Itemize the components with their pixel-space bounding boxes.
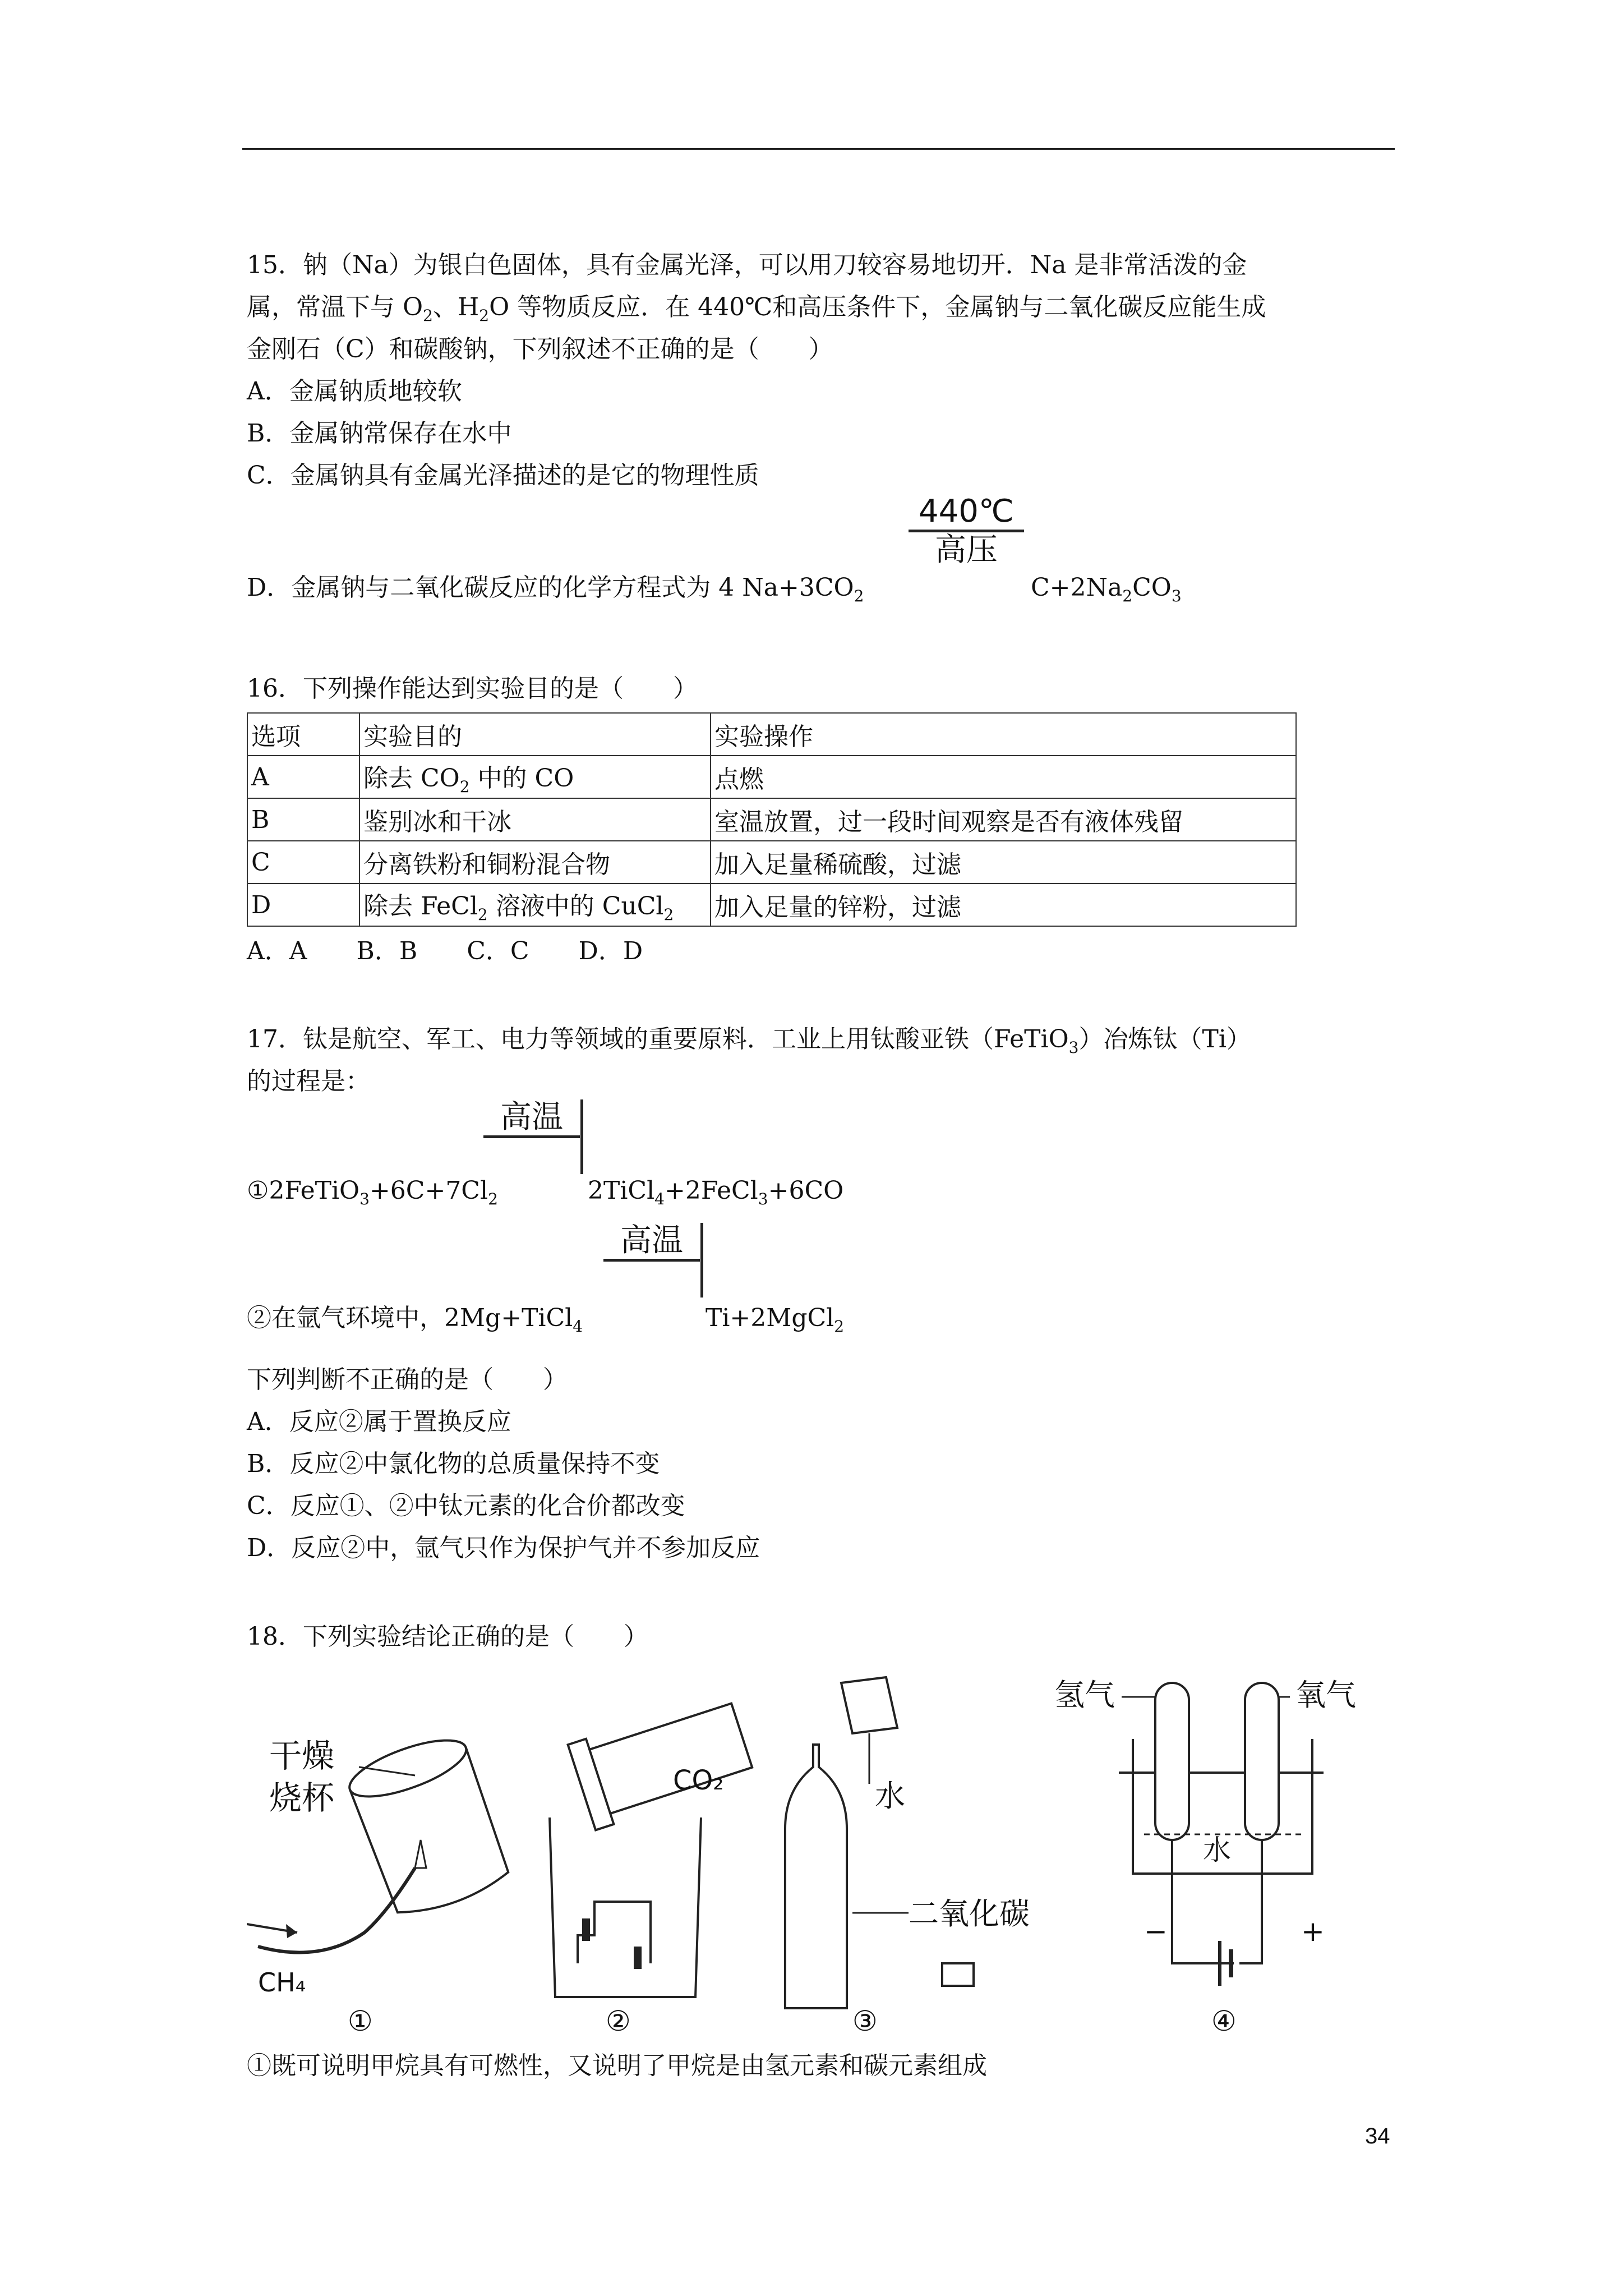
- tube-hydrogen: [1155, 1683, 1189, 1840]
- dry-beaker-label-1: 干燥: [269, 1737, 335, 1775]
- row-option: B: [247, 798, 359, 841]
- table-row: [247, 798, 1296, 841]
- row-goal: 鉴别冰和干冰: [359, 798, 711, 841]
- trough-water-label: 水: [1203, 1834, 1231, 1866]
- figure-number-4: ④: [1211, 2005, 1237, 2037]
- figure-number-2: ②: [606, 2005, 631, 2037]
- q17-option-d: D．反应②中，氩气只作为保护气并不参加反应: [247, 1534, 760, 1562]
- q16-stem: 16．下列操作能达到实验目的是（ ）: [247, 674, 698, 703]
- hydrogen-label: 氢气: [1054, 1677, 1115, 1713]
- row-goal: 除去 FeCl$_2$ 溶液中的 CuCl$_2$: [359, 884, 711, 926]
- dry-beaker-label-2: 烧杯: [269, 1779, 335, 1817]
- row-option: D: [247, 884, 359, 926]
- table-row: [247, 884, 1296, 926]
- header-operation: 实验操作: [711, 713, 1296, 756]
- methane-label: CH₄: [258, 1967, 306, 1998]
- experiment-4: [1054, 1677, 1356, 2037]
- water-label: 水: [875, 1778, 905, 1814]
- table-row: [247, 756, 1296, 798]
- q17-condition-2: 高温: [603, 1223, 700, 1297]
- header-goal: 实验目的: [359, 713, 711, 756]
- q15-option-d-products: $C+2Na_2CO_3$: [1031, 573, 1182, 605]
- q17-option-c: C．反应①、②中钛元素的化合价都改变: [247, 1492, 685, 1520]
- q15-option-c: C．金属钠具有金属光泽描述的是它的物理性质: [247, 461, 759, 490]
- row-operation: 室温放置，过一段时间观察是否有液体残留: [711, 798, 1296, 841]
- row-operation: 加入足量的锌粉，过滤: [711, 884, 1296, 926]
- row-operation: 加入足量稀硫酸，过滤: [711, 841, 1296, 884]
- co2-bottle-label: 二氧化碳: [909, 1896, 1030, 1931]
- q17-equation-2-reactants: ②在氩气环境中，2Mg+TiCl$_4$: [247, 1304, 583, 1336]
- gas-jar: [568, 1693, 756, 1830]
- q15-reaction-condition: 440℃ 高压: [909, 494, 1024, 568]
- experiment-2: [550, 1693, 755, 2037]
- row-operation: 点燃: [711, 756, 1296, 798]
- inverted-beaker: [343, 1729, 514, 1922]
- q18-stem: 18．下列实验结论正确的是（ ）: [247, 1622, 648, 1651]
- flame-icon: [415, 1840, 426, 1868]
- beaker: [550, 1818, 701, 1997]
- experiment-3: [785, 1677, 1030, 2037]
- q16-answers: A．A B．B C．C D．D: [247, 937, 643, 965]
- page-number: 34: [1365, 2124, 1390, 2148]
- row-goal: 除去 $CO_2$ 中的 CO: [359, 756, 711, 798]
- q17-line2: 的过程是：: [247, 1067, 370, 1096]
- pouring-beaker: [841, 1677, 897, 1733]
- q17-option-a: A．反应②属于置换反应: [247, 1407, 511, 1436]
- q17-condition-1: 高温: [483, 1099, 580, 1174]
- header-option: 选项: [247, 713, 359, 756]
- q18-experiment-figure: [247, 1649, 1380, 2042]
- row-option: C: [247, 841, 359, 884]
- q15-option-b: B．金属钠常保存在水中: [247, 419, 512, 448]
- negative-terminal-label: −: [1144, 1915, 1168, 1948]
- table-header-row: [247, 713, 1296, 756]
- q15-option-a: A．金属钠质地较软: [247, 377, 462, 406]
- q15-line1: 15．钠（Na）为银白色固体，具有金属光泽，可以用刀较容易地切开．Na 是非常活泼的金: [247, 251, 1247, 279]
- oxygen-label: 氧气: [1295, 1677, 1356, 1713]
- header-rule: [242, 148, 1395, 150]
- table-row: [247, 841, 1296, 884]
- tube-oxygen: [1245, 1683, 1279, 1840]
- q15-option-d: D．金属钠与二氧化碳反应的化学方程式为 4 $Na+3CO_2$: [247, 573, 864, 605]
- figure-number-1: ①: [348, 2005, 373, 2037]
- plastic-bottle: [785, 1745, 847, 2008]
- q16-table: [247, 712, 1297, 927]
- bottle-cap: [942, 1963, 974, 1986]
- row-goal: 分离铁粉和铜粉混合物: [359, 841, 711, 884]
- row-option: A: [247, 756, 359, 798]
- q17-equation-1-products: 2TiCl$_4$+2FeCl$_3$+6CO: [588, 1176, 844, 1208]
- q17-equation-2-products: Ti+2MgCl$_2$: [706, 1304, 845, 1336]
- figure-number-3: ③: [852, 2005, 878, 2037]
- co2-label: CO₂: [673, 1765, 724, 1796]
- q15-line2: 属，常温下与 $O_2$、$H_2O$ 等物质反应．在 440℃和高压条件下，金属钠与二氧化碳反应能生成: [247, 293, 1266, 325]
- q17-option-b: B．反应②中氯化物的总质量保持不变: [247, 1450, 660, 1478]
- positive-terminal-label: +: [1301, 1915, 1325, 1948]
- q18-conclusion-1: ①既可说明甲烷具有可燃性，又说明了甲烷是由氢元素和碳元素组成: [247, 2051, 987, 2080]
- q17-equation-1-reactants: $①2FeTiO_3+6C+7Cl_2$: [247, 1176, 498, 1208]
- experiment-1: [247, 1729, 514, 2037]
- q17-stem: 下列判断不正确的是（ ）: [247, 1365, 568, 1394]
- q15-line3: 金刚石（C）和碳酸钠，下列叙述不正确的是（ ）: [247, 335, 833, 364]
- q17-line1: 17．钛是航空、军工、电力等领域的重要原料．工业上用钛酸亚铁（FeTiO$_3$）冶炼钛（Ti）: [247, 1025, 1251, 1057]
